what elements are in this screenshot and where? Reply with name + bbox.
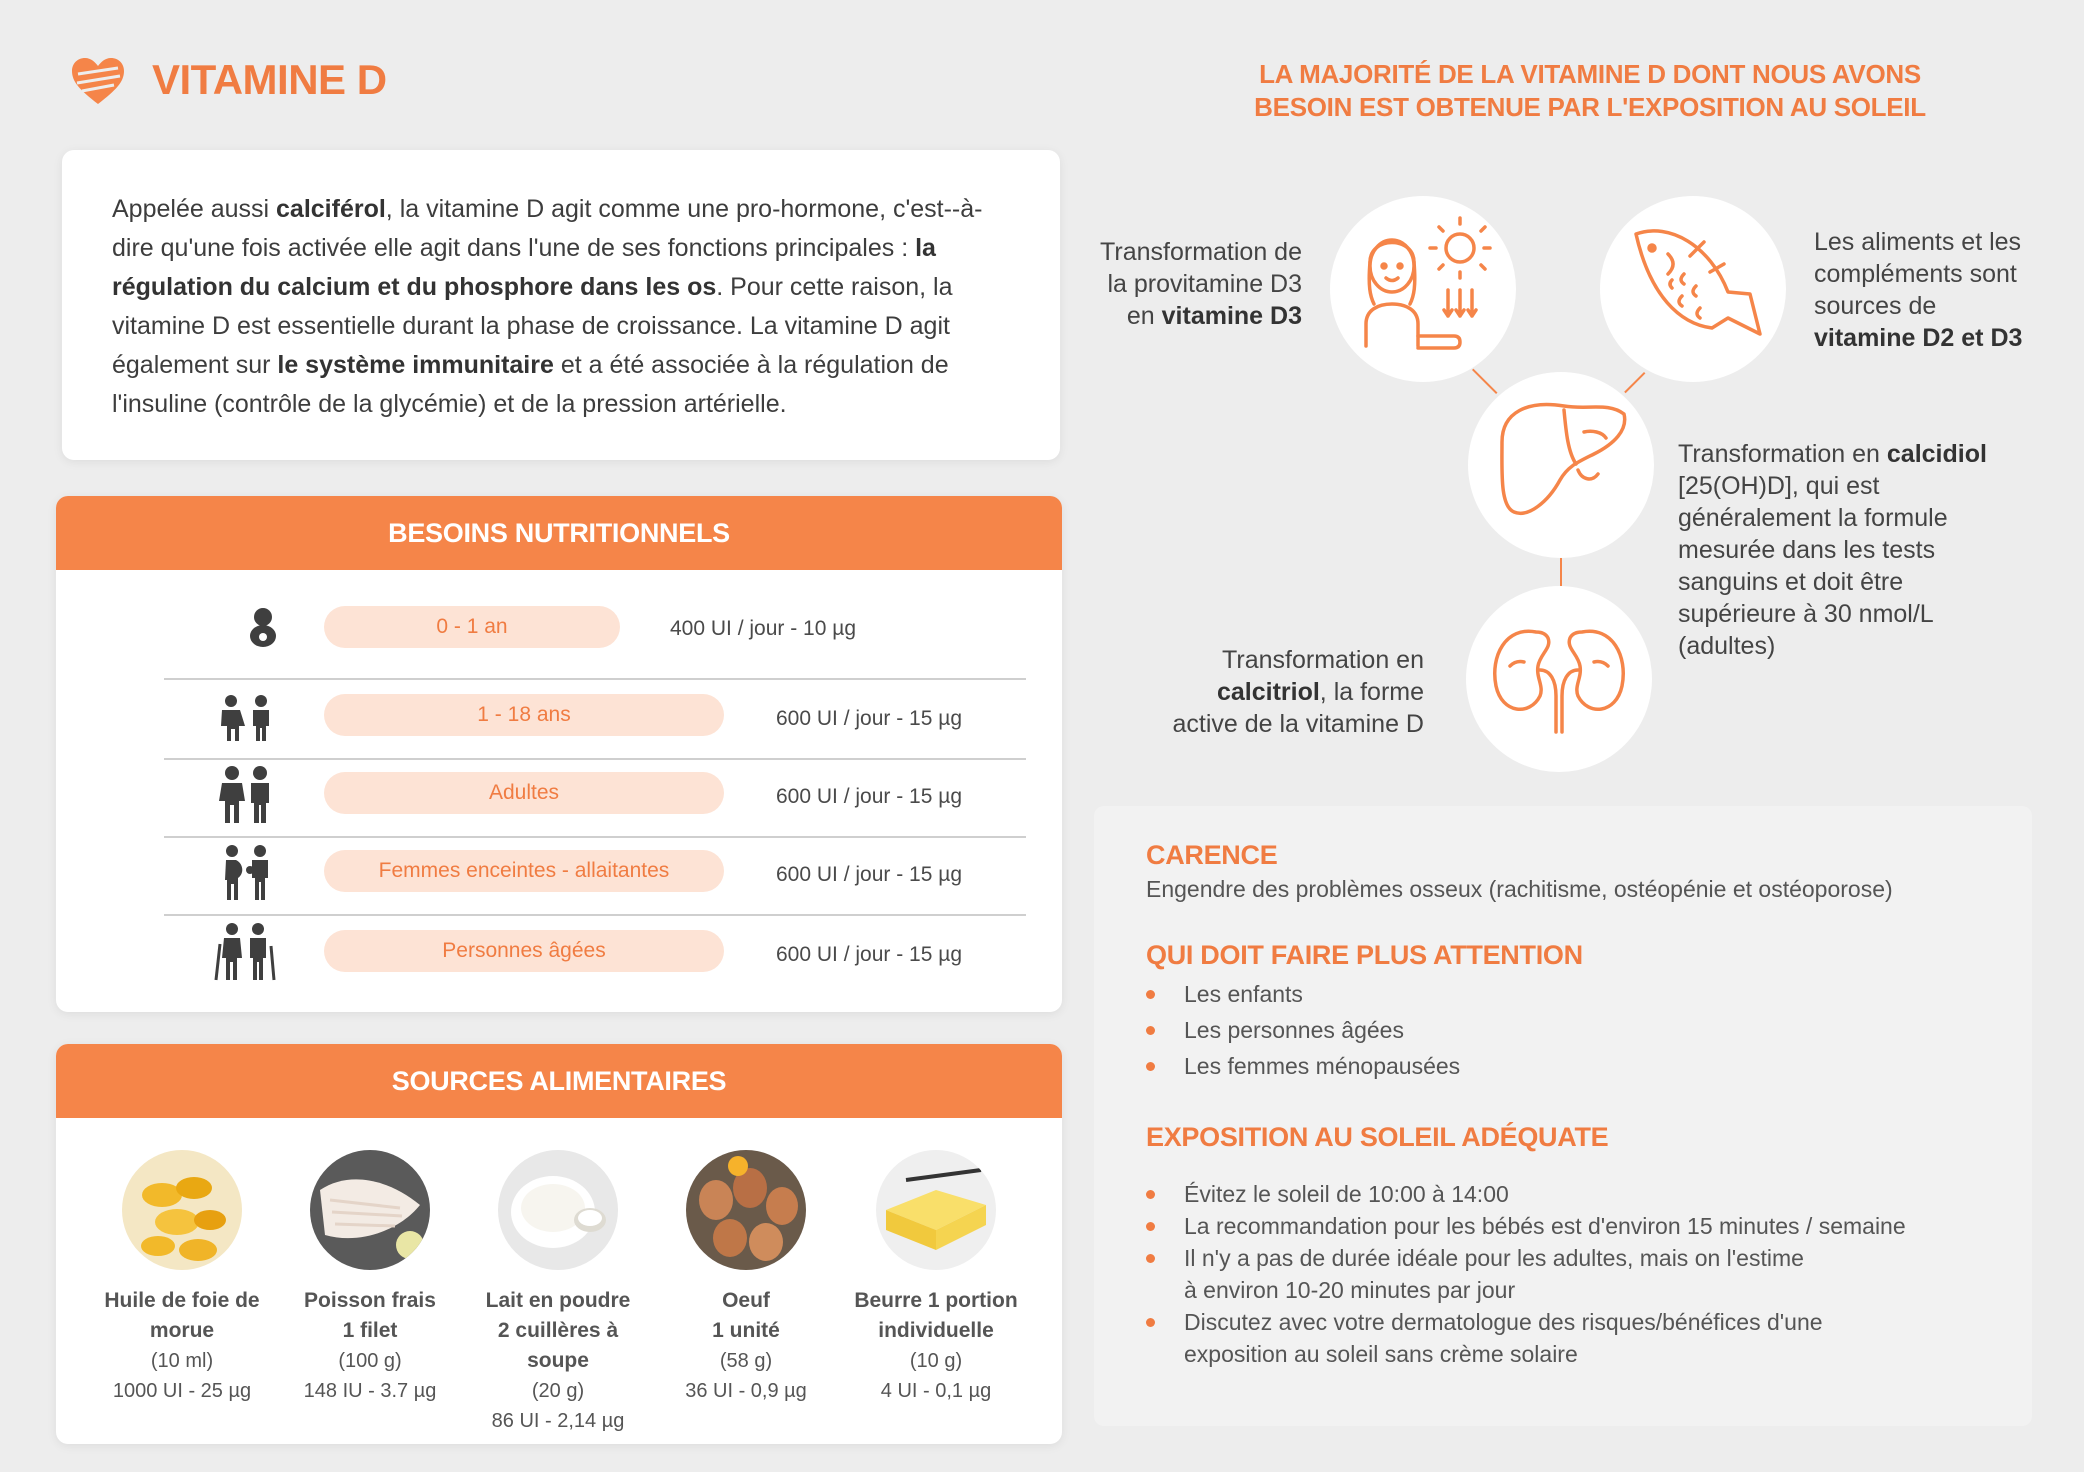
list-item: Les femmes ménopausées xyxy=(1146,1050,1460,1082)
food-name: Beurre 1 portion individuelle xyxy=(854,1289,1018,1342)
needs-value: 400 UI / jour - 10 µg xyxy=(670,617,857,640)
list-item: La recommandation pour les bébés est d'environ 15 minutes / semaine xyxy=(1146,1210,1906,1242)
food-ui: 36 UI - 0,9 µg xyxy=(685,1380,807,1402)
sources-header: SOURCES ALIMENTAIRES xyxy=(56,1044,1062,1118)
intro-card xyxy=(62,150,1060,460)
food-item xyxy=(846,1150,1026,1406)
divider xyxy=(164,836,1026,838)
food-item xyxy=(468,1150,648,1436)
food-amount: (58 g) xyxy=(719,1350,773,1372)
fish-circle xyxy=(1600,196,1786,382)
page-title: VITAMINE D xyxy=(152,56,387,103)
skin-transformation-text: Transformation de la provitamine D3 en vitamine D3 xyxy=(1100,238,1302,330)
needs-pill-label: 0 - 1 an xyxy=(324,606,620,648)
list-item: Les enfants xyxy=(1146,978,1303,1010)
list-item: Évitez le soleil de 10:00 à 14:00 xyxy=(1146,1178,1509,1210)
butter-image xyxy=(876,1150,996,1270)
needs-pill-label: Adultes xyxy=(324,772,724,814)
food-amount: (10 ml) xyxy=(150,1350,214,1372)
food-name: Poisson frais 1 filet xyxy=(304,1289,436,1342)
liver-transformation-text: Transformation en calcidiol [25(OH)D], qui est généralement la formule mesurée dans les tests sanguins et doit être supérieure à 30 nmol/L (adultes) xyxy=(1678,440,1987,660)
kidney-circle xyxy=(1466,586,1652,772)
food-item xyxy=(656,1150,836,1406)
needs-pill-label: 1 - 18 ans xyxy=(324,694,724,736)
woman-sun-icon xyxy=(1330,196,1516,382)
food-sources-card xyxy=(56,1044,1062,1444)
kidneys-icon xyxy=(1466,586,1652,772)
needs-value: 600 UI / jour - 15 µg xyxy=(776,707,963,730)
fish-icon xyxy=(1600,196,1786,382)
divider xyxy=(164,758,1026,760)
needs-value: 600 UI / jour - 15 µg xyxy=(776,863,963,886)
food-sources-text: Les aliments et les compléments sont sources de vitamine D2 et D3 xyxy=(1814,228,2023,352)
liver-circle xyxy=(1468,372,1654,558)
cod-liver-oil-image xyxy=(122,1150,242,1270)
exposure-title: EXPOSITION AU SOLEIL ADÉQUATE xyxy=(1146,1122,1609,1152)
eggs-image xyxy=(686,1150,806,1270)
connector-line xyxy=(1560,556,1562,586)
pregnant-icon xyxy=(214,844,278,907)
list-item: Discutez avec votre dermatologue des risques/bénéfices d'une exposition au soleil sans crème solaire xyxy=(1146,1306,1823,1370)
divider xyxy=(164,914,1026,916)
list-item: Il n'y a pas de durée idéale pour les adultes, mais on l'estime à environ 10-20 minutes par jour xyxy=(1146,1242,1804,1306)
list-item: Les personnes âgées xyxy=(1146,1014,1404,1046)
needs-pill-label: Personnes âgées xyxy=(324,930,724,972)
children-icon xyxy=(214,694,278,747)
needs-pill-label: Femmes enceintes - allaitantes xyxy=(324,850,724,892)
nutritional-needs-card xyxy=(56,496,1062,1012)
food-name: Oeuf 1 unité xyxy=(712,1289,780,1342)
food-item xyxy=(280,1150,460,1406)
attention-title: QUI DOIT FAIRE PLUS ATTENTION xyxy=(1146,940,1583,970)
skin-sun-circle xyxy=(1330,196,1516,382)
sun-headline: LA MAJORITÉ DE LA VITAMINE D DONT NOUS AVONS BESOIN EST OBTENUE PAR L'EXPOSITION AU SOLEIL xyxy=(1254,59,1926,122)
needs-value: 600 UI / jour - 15 µg xyxy=(776,943,963,966)
carence-title: CARENCE xyxy=(1146,840,1278,870)
milk-powder-image xyxy=(498,1150,618,1270)
heart-logo-icon xyxy=(70,56,126,106)
liver-icon xyxy=(1468,372,1654,558)
food-ui: 148 IU - 3.7 µg xyxy=(303,1380,437,1402)
food-name: Huile de foie de morue xyxy=(104,1289,260,1342)
carence-text: Engendre des problèmes osseux (rachitisme, ostéopénie et ostéoporose) xyxy=(1146,876,1893,902)
needs-value: 600 UI / jour - 15 µg xyxy=(776,785,963,808)
food-ui: 86 UI - 2,14 µg xyxy=(491,1410,625,1432)
food-item xyxy=(92,1150,272,1406)
needs-header: BESOINS NUTRITIONNELS xyxy=(56,496,1062,570)
kidney-transformation-text: Transformation en calcitriol, la forme active de la vitamine D xyxy=(1172,646,1424,738)
food-ui: 4 UI - 0,1 µg xyxy=(880,1380,992,1402)
baby-icon xyxy=(246,606,280,655)
info-card xyxy=(1094,806,2032,1426)
fish-fillet-image xyxy=(310,1150,430,1270)
food-amount: (10 g) xyxy=(909,1350,963,1372)
food-name: Lait en poudre 2 cuillères à soupe xyxy=(485,1289,631,1372)
food-amount: (20 g) xyxy=(531,1380,585,1402)
intro-text: Appelée aussi calciférol, la vitamine D agit comme une pro-hormone, c'est--à-dire qu'une fois activée elle agit dans l'une de ses fonctions principales : la régulation du calcium et du phosphore dans les os. Pour cette raison, la vitamine D est essentielle durant la phase de croissance. La vitamine D agit également sur le système immunitaire et a été associée à la régulation de l'insuline (contrôle de la glycémie) et de la pression artérielle. xyxy=(112,195,983,418)
adults-icon xyxy=(214,766,278,829)
food-amount: (100 g) xyxy=(338,1350,402,1372)
elderly-icon xyxy=(210,922,280,987)
food-ui: 1000 UI - 25 µg xyxy=(112,1380,252,1402)
divider xyxy=(164,678,1026,680)
